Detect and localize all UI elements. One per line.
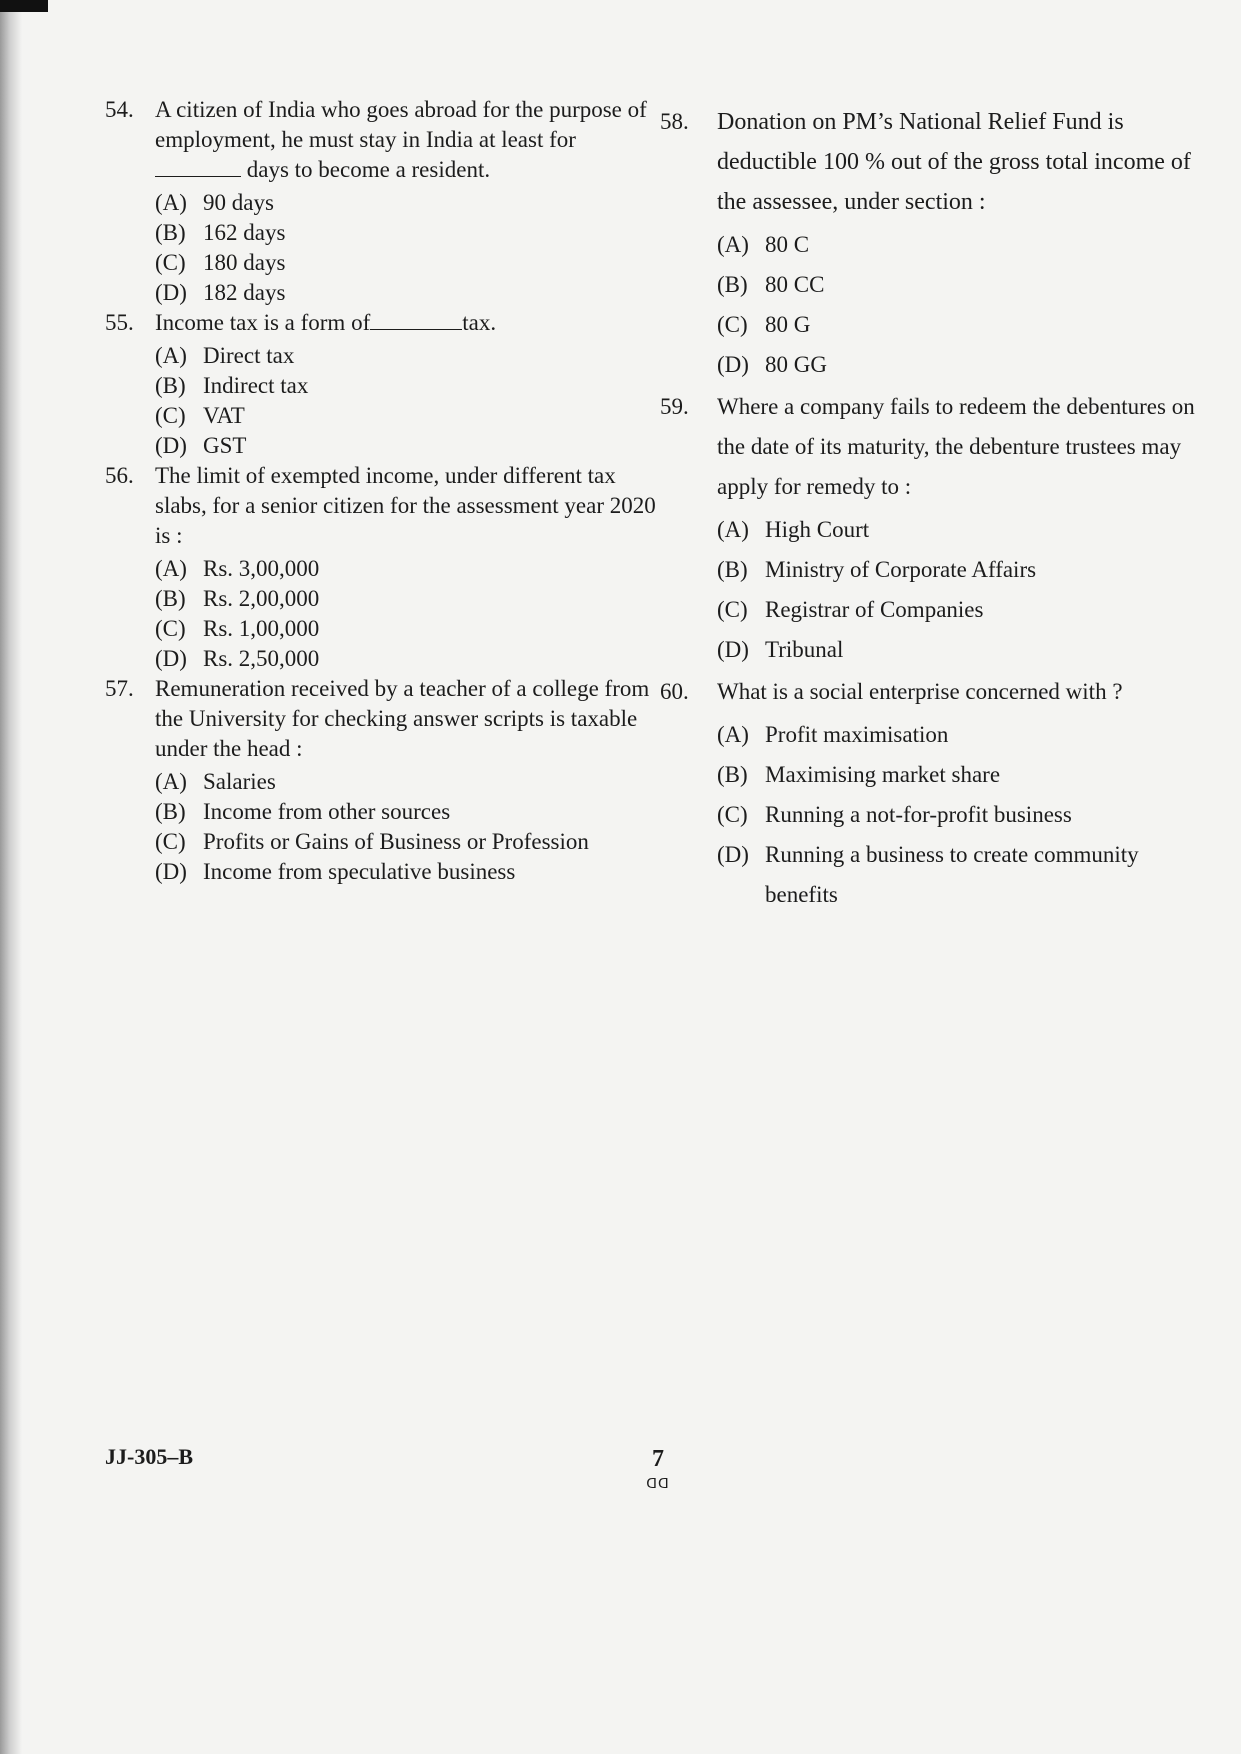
option-c (155, 827, 665, 857)
option-text: Profit maximisation (765, 722, 949, 747)
question-text: Where a company fails to redeem the debentures on the date of its maturity, the debenture trustees may apply for remedy to : (717, 394, 1195, 499)
option-label: (B) (155, 586, 186, 611)
option-text: Ministry of Corporate Affairs (765, 557, 1037, 582)
option-d (155, 644, 665, 674)
option-label: (C) (155, 250, 186, 275)
option-b (155, 371, 665, 401)
option-text: Running a not-for-profit business (765, 802, 1072, 827)
option-label: (B) (717, 557, 748, 582)
option-label: (C) (717, 597, 748, 622)
question-54 (105, 95, 665, 308)
option-b (717, 550, 1205, 590)
option-label: (B) (155, 799, 186, 824)
option-text: Profits or Gains of Business or Profession (203, 829, 589, 854)
booklet-code: JJ-305–B (105, 1444, 193, 1469)
fill-blank (155, 160, 241, 177)
option-c (155, 614, 665, 644)
option-b (155, 218, 665, 248)
option-d (155, 857, 665, 887)
option-d (155, 278, 665, 308)
option-text: Salaries (203, 769, 276, 794)
option-label: (B) (155, 373, 186, 398)
option-text: 182 days (203, 280, 286, 305)
option-a (717, 510, 1205, 550)
option-d (717, 345, 1205, 385)
option-text: Income from speculative business (203, 859, 516, 884)
question-number: 57. (105, 676, 134, 701)
question-number: 60. (660, 679, 689, 704)
option-text: Rs. 3,00,000 (203, 556, 320, 581)
option-label: (A) (155, 190, 187, 215)
option-text: Indirect tax (203, 373, 309, 398)
option-d (155, 431, 665, 461)
question-number: 54. (105, 97, 134, 122)
option-label: (B) (155, 220, 186, 245)
option-text: GST (203, 433, 247, 458)
option-label: (A) (717, 722, 749, 747)
question-58 (660, 102, 1205, 385)
option-a (717, 715, 1205, 755)
option-c (717, 305, 1205, 345)
option-text: Running a business to create community benefits (765, 842, 1139, 907)
option-b (155, 797, 665, 827)
question-text-part: days to become a resident. (246, 157, 491, 182)
option-text: 80 G (765, 312, 811, 337)
option-a (155, 767, 665, 797)
question-text: What is a social enterprise concerned with ? (717, 679, 1123, 704)
option-a (717, 225, 1205, 265)
question-55 (105, 308, 665, 461)
question-number: 58. (660, 109, 689, 134)
page-mark: ᗡᗡ (646, 1477, 670, 1492)
option-text: 180 days (203, 250, 286, 275)
option-text: Registrar of Companies (765, 597, 984, 622)
question-number: 55. (105, 310, 134, 335)
option-label: (A) (155, 556, 187, 581)
option-text: Tribunal (765, 637, 844, 662)
option-b (717, 265, 1205, 305)
option-label: (C) (155, 616, 186, 641)
question-number: 59. (660, 394, 689, 419)
question-number: 56. (105, 463, 134, 488)
option-label: (A) (717, 517, 749, 542)
option-text: Maximising market share (765, 762, 1001, 787)
scan-edge-shadow (0, 0, 22, 1754)
option-text: High Court (765, 517, 870, 542)
option-label: (A) (155, 769, 187, 794)
option-label: (D) (717, 842, 749, 867)
option-a (155, 341, 665, 371)
option-label: (B) (717, 272, 748, 297)
option-text: Income from other sources (203, 799, 451, 824)
option-text: 90 days (203, 190, 274, 215)
option-label: (A) (717, 232, 749, 257)
question-text: Donation on PM’s National Relief Fund is deductible 100 % out of the gross total income of the assessee, under section : (717, 109, 1191, 215)
question-text-part: A citizen of India who goes abroad for the purpose of employment, he must stay in India at least for (155, 97, 647, 152)
option-label: (D) (155, 280, 187, 305)
option-label: (C) (717, 802, 748, 827)
option-text: 80 GG (765, 352, 827, 377)
option-text: Rs. 1,00,000 (203, 616, 320, 641)
question-text (155, 95, 665, 185)
fill-blank (370, 313, 462, 330)
option-a (155, 554, 665, 584)
option-d (717, 835, 1205, 915)
question-text (155, 308, 665, 338)
option-text: 80 CC (765, 272, 825, 297)
option-label: (C) (155, 829, 186, 854)
scan-corner-mark (0, 0, 48, 12)
question-56 (105, 461, 665, 674)
left-column (105, 95, 665, 887)
option-label: (C) (717, 312, 748, 337)
option-text: Direct tax (203, 343, 295, 368)
question-60 (660, 672, 1205, 915)
option-label: (C) (155, 403, 186, 428)
option-label: (D) (155, 433, 187, 458)
option-c (717, 590, 1205, 630)
option-d (717, 630, 1205, 670)
question-text-part: tax. (462, 310, 497, 335)
right-column (660, 102, 1205, 915)
option-text: 80 C (765, 232, 810, 257)
question-text: The limit of exempted income, under different tax slabs, for a senior citizen for the assessment year 2020 is : (155, 463, 656, 548)
option-c (155, 248, 665, 278)
option-label: (D) (717, 637, 749, 662)
option-text: 162 days (203, 220, 286, 245)
option-b (717, 755, 1205, 795)
option-b (155, 584, 665, 614)
question-59 (660, 387, 1205, 670)
option-a (155, 188, 665, 218)
option-text: Rs. 2,50,000 (203, 646, 320, 671)
option-text: VAT (203, 403, 245, 428)
question-text: Remuneration received by a teacher of a college from the University for checking answer scripts is taxable under the head : (155, 676, 650, 761)
option-c (155, 401, 665, 431)
option-label: (D) (155, 859, 187, 884)
page-number: 7 (652, 1446, 664, 1472)
option-label: (A) (155, 343, 187, 368)
option-text: Rs. 2,00,000 (203, 586, 320, 611)
question-57 (105, 674, 665, 887)
option-label: (D) (717, 352, 749, 377)
option-label: (B) (717, 762, 748, 787)
question-text-part: Income tax is a form of (155, 310, 371, 335)
option-label: (D) (155, 646, 187, 671)
option-c (717, 795, 1205, 835)
